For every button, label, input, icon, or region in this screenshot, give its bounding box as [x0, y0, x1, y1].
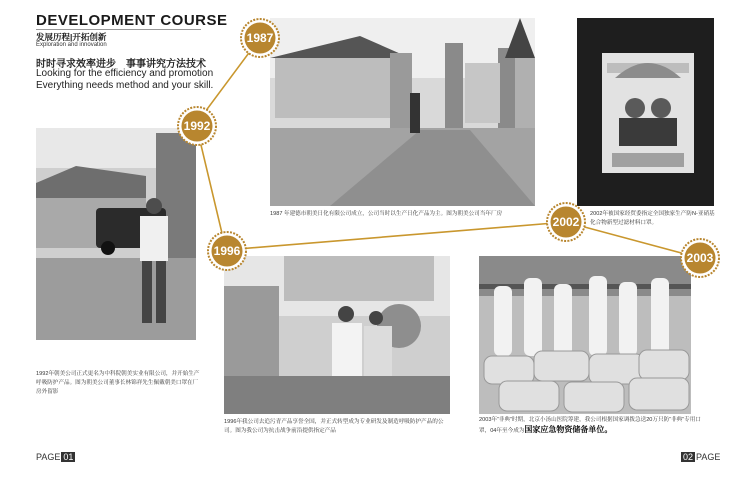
- page-num-left: 01: [63, 452, 74, 462]
- photo-1996-exhibition: [224, 256, 450, 414]
- caption-2002: 2002年被国家经贸委指定全国独家生产防N-亚硝基化合物新型过滤材料口罩。: [590, 211, 715, 226]
- caption-2003-text: 2003年“非典”时期，北京小汤山医院筹建，我公司根据国家调拨急送20万只防“非典”专用口罩，04年至今成为: [479, 417, 701, 434]
- medal-1992: 1992: [177, 106, 217, 146]
- page-num-right: 02: [683, 452, 694, 462]
- section-subtitle-english: Exploration and innovation: [36, 42, 107, 48]
- page-number-left: [36, 452, 76, 462]
- slogan-chinese: 时时寻求效率进步 事事讲究方法技术: [36, 59, 206, 70]
- page-title: DEVELOPMENT COURSE: [36, 12, 228, 29]
- medal-1987: 1987: [240, 18, 280, 58]
- medal-2003: 2003: [680, 238, 720, 278]
- photo-1987-factory: [270, 18, 535, 206]
- caption-1992: 1992年朝美公司正式更名为中科院朝美实业有限公司，并开始生产呼吸防护产品。图为朝美公司董事长林锦祥先生佩戴朝美口罩在厂房外留影: [36, 371, 200, 395]
- section-subtitle: 发展历程|开拓创新: [36, 32, 107, 42]
- medal-1996: 1996: [207, 231, 247, 271]
- caption-2003: [479, 416, 704, 436]
- photo-2002-product: [577, 18, 714, 206]
- photo-1992-chairman: [36, 128, 196, 340]
- slogan-english-line-2: Everything needs method and your skill.: [36, 80, 214, 91]
- page-label-left: PAGE: [36, 452, 61, 462]
- caption-1987: 1987 年建德市朝美日化有限公司成立，公司当时以生产日化产品为主。图为朝美公司当年厂房: [270, 211, 503, 217]
- slogan-english-line-1: Looking for the efficiency and promotion: [36, 68, 214, 79]
- title-divider: [36, 29, 201, 30]
- caption-1996: 1996年我公司去追污青产品享誉全国，并正式转型成为专业研发及制造呼吸防护产品的公司。图为我公司为抗击战争前沿提供指定产品: [224, 419, 444, 434]
- caption-2003-highlight: 国家应急物资储备单位。: [524, 425, 613, 434]
- photo-2003-sars-delivery: [479, 256, 691, 414]
- medal-2002: 2002: [546, 202, 586, 242]
- page-number-right: [680, 452, 720, 462]
- page-label-right: PAGE: [696, 452, 721, 462]
